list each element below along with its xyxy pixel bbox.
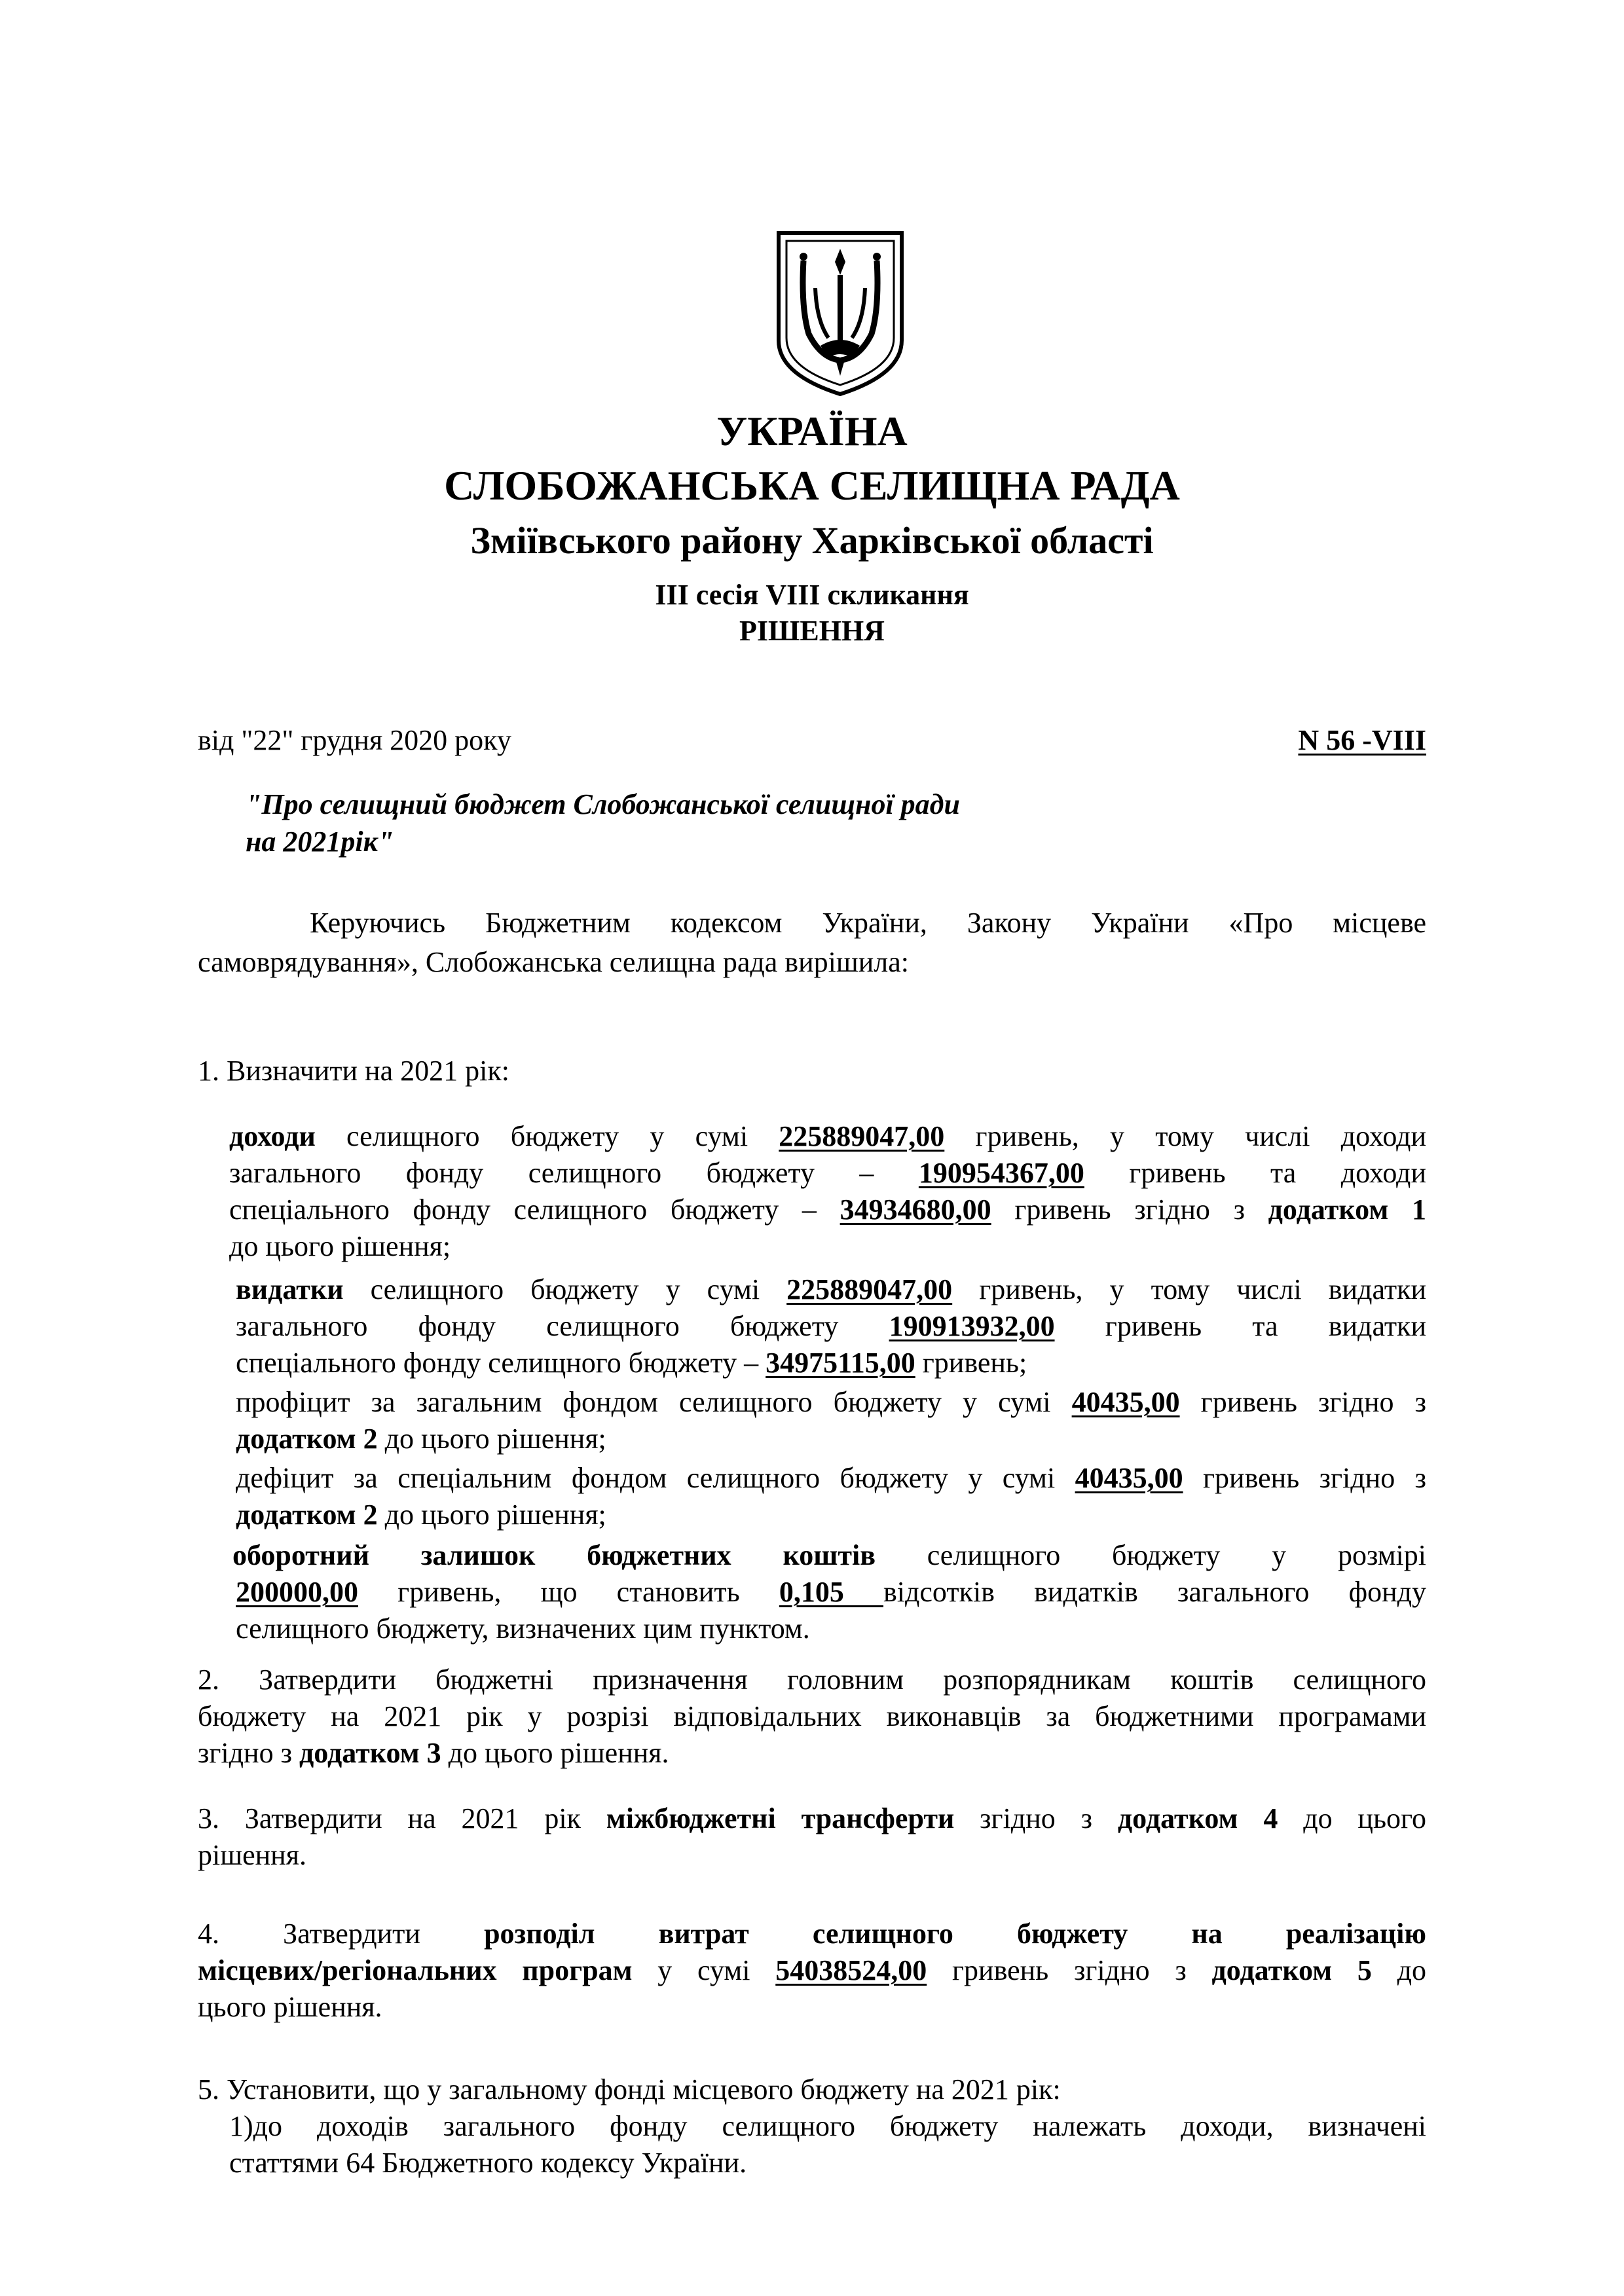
p1-income-line-2: загального фонду селищного бюджету – 190954367,00 гривень та доходи [229, 1157, 1426, 1189]
header-doc-type: РІШЕННЯ [739, 615, 885, 647]
p1-expenses-line-2: загального фонду селищного бюджету 190913932,00 гривень та видатки [236, 1310, 1426, 1342]
p5-heading: 5. Установити, що у загальному фонді місцевого бюджету на 2021 рік: [198, 2073, 1061, 2105]
p3-line-1: 3. Затвердити на 2021 рік міжбюджетні трансферти згідно з додатком 4 до цього [198, 1802, 1427, 1834]
header-council: СЛОБОЖАНСЬКА СЕЛИЩНА РАДА [444, 462, 1180, 509]
p4-line-2: місцевих/регіональних програм у сумі 54038524,00 гривень згідно з додатком 5 до [198, 1954, 1426, 1986]
p1-income-line-1: доходи селищного бюджету у сумі 225889047,00 гривень, у тому числі доходи [229, 1120, 1427, 1152]
p1-income-line-3: спеціального фонду селищного бюджету – 34934680,00 гривень згідно з додатком 1 [229, 1194, 1426, 1226]
p1-expenses-line-3: спеціального фонду селищного бюджету – 34975115,00 гривень; [236, 1347, 1027, 1379]
p1-reserve-line-1: оборотний залишок бюджетних коштів селищного бюджету у розмірі [232, 1539, 1427, 1571]
header-district: Зміївського району Харківської області [470, 519, 1154, 562]
intro-line-2: самоврядування», Слобожанська селищна рада вирішила: [198, 946, 909, 978]
p5-line-1: 1)до доходів загального фонду селищного бюджету належать доходи, визначені [229, 2110, 1426, 2142]
p4-line-3: цього рішення. [198, 1991, 382, 2023]
p1-expenses-line-1: видатки селищного бюджету у сумі 225889047,00 гривень, у тому числі видатки [236, 1273, 1426, 1305]
p1-reserve-line-2: 200000,00 гривень, що становить 0,105 відсотків видатків загального фонду [236, 1576, 1427, 1608]
p2-line-3: згідно з додатком 3 до цього рішення. [198, 1737, 669, 1769]
p2-line-1: 2. Затвердити бюджетні призначення головним розпорядникам коштів селищного [198, 1664, 1426, 1696]
header-session: ІІІ сесія VIII скликання [655, 579, 969, 611]
p4-line-1: 4. Затвердити розподіл витрат селищного бюджету на реалізацію [198, 1918, 1426, 1950]
p1-reserve-line-3: селищного бюджету, визначених цим пунктом. [236, 1613, 810, 1645]
p1-heading: 1. Визначити на 2021 рік: [198, 1055, 509, 1087]
p3-line-2: рішення. [198, 1839, 306, 1871]
coat-of-arms-icon [775, 229, 906, 397]
decision-title-line-2: на 2021рік" [246, 826, 394, 858]
decision-number: N 56 -VIII [1298, 724, 1426, 756]
decision-title-line-1: "Про селищний бюджет Слобожанської селищної ради [246, 788, 960, 820]
p5-line-2: статтями 64 Бюджетного кодексу України. [229, 2147, 747, 2179]
p1-deficit-line-2: додатком 2 до цього рішення; [236, 1499, 606, 1531]
decision-date: від "22" грудня 2020 року [198, 724, 511, 756]
p1-income-line-4: до цього рішення; [229, 1230, 451, 1262]
p1-surplus-line-1: профіцит за загальним фондом селищного бюджету у сумі 40435,00 гривень згідно з [236, 1386, 1426, 1418]
header-country: УКРАЇНА [716, 408, 908, 454]
intro-line-1: Керуючись Бюджетним кодексом України, Закону України «Про місцеве [310, 907, 1426, 939]
p1-deficit-line-1: дефіцит за спеціальним фондом селищного бюджету у сумі 40435,00 гривень згідно з [236, 1462, 1426, 1494]
p1-surplus-line-2: додатком 2 до цього рішення; [236, 1423, 606, 1455]
p2-line-2: бюджету на 2021 рік у розрізі відповідальних виконавців за бюджетними програмами [198, 1700, 1426, 1732]
